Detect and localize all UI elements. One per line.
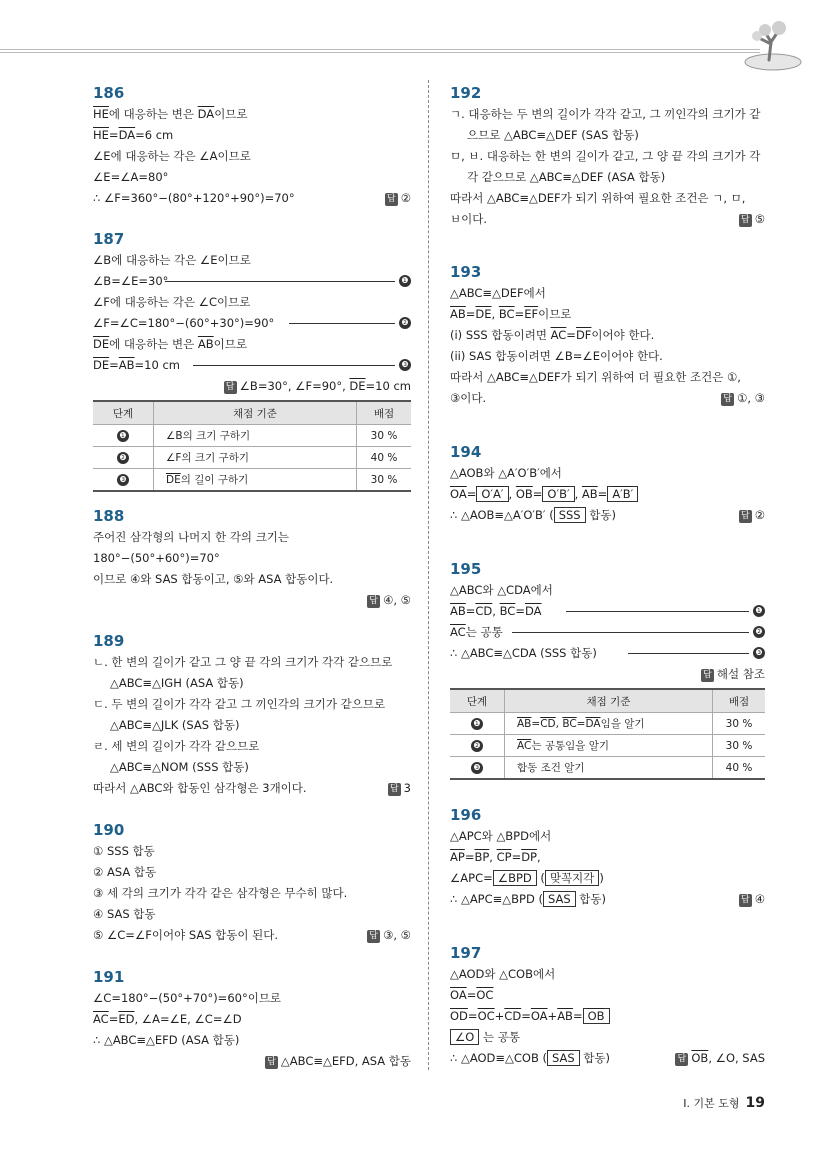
step-marker: ❶: [753, 605, 765, 617]
page-footer: [683, 1095, 765, 1111]
step-marker: ❷: [753, 626, 765, 638]
answer: 답 △ABC≡△EFD, ASA 합동: [93, 1051, 411, 1072]
problem-189: 189 ㄴ. 한 변의 길이가 같고 그 양 끝 각의 크기가 각각 같으므로 △ABC≡△IGH (ASA 합동) ㄷ. 두 변의 길이가 각각 같고 그 끼인각의 크기가 같으므로 △ABC≡△JLK (SAS 합동) ㄹ. 세 변의 길이가 각각 같으므로 △ABC≡△NOM (SSS 합동) 따라서 △ABC와 합동인 삼각형은 3개이다. 답 3: [93, 630, 411, 799]
header-rule-2: [0, 52, 760, 53]
problem-number: 194: [450, 443, 482, 461]
problem-192: 192 ㄱ. 대응하는 두 변의 길이가 각각 같고, 그 끼인각의 크기가 같 으므로 △ABC≡△DEF (SAS 합동) ㅁ, ㅂ. 대응하는 한 변의 길이가 같고, 그 양 끝 각의 크기가 각 각 같으므로 △ABC≡△DEF (ASA 합동) 따라서 △ABC≡△DEF가 되기 위하여 필요한 조건은 ㄱ, ㅁ, ㅂ이다. 답 ⑤: [450, 82, 765, 230]
problem-195: 195 △ABC와 △CDA에서 $\overline{AB}=\overline{CD}$, $\overline{BC}=\overline{DA}$ ❶ $\overline{AC}$는 공통 ❷ ∴ △ABC≡△CDA (SSS 합동) ❸ 답 해설 참조 단계 채점 기준 배점 ❶ $\overline{AB}=\overline{CD}$, $\overline{BC}=\overline{DA}$임을 알기 30 % ❷ $\overline{AC}$는 공통임을 알기 30 % ❸ 합동 조건 알기 40 %: [450, 558, 765, 780]
column-divider: [428, 80, 429, 1070]
problem-number: 189: [93, 632, 125, 650]
problem-number: 195: [450, 560, 482, 578]
problem-188: 188 주어진 삼각형의 나머지 한 각의 크기는 180°−(50°+60°)=70° 이므로 ④와 SAS 합동이고, ⑤와 ASA 합동이다. 답 ④, ⑤: [93, 505, 411, 611]
problem-193: 193 △ABC≡△DEF에서 $\overline{AB}=\overline{DE}$, $\overline{BC}=\overline{EF}$이므로 (i) SSS 합동이려면 $\overline{AC}=\overline{DF}$이어야 한다. (ii) SAS 합동이려면 ∠B=∠E이어야 한다. 따라서 △ABC≡△DEF가 되기 위하여 더 필요한 조건은 ①, ③이다. 답 ①, ③: [450, 261, 765, 409]
chapter-label: Ⅰ. 기본 도형: [683, 1097, 740, 1110]
problem-number: 191: [93, 968, 125, 986]
table-row: ❷ ∠F의 크기 구하기 40 %: [93, 447, 411, 469]
answer: 답 ①, ③: [721, 388, 765, 409]
problem-number: 193: [450, 263, 482, 281]
step-marker: ❷: [399, 317, 411, 329]
answer: 답 ③, ⑤: [367, 925, 411, 946]
problem-number: 188: [93, 507, 125, 525]
scoring-table: 단계 채점 기준 배점 ❶ ∠B의 크기 구하기 30 % ❷ ∠F의 크기 구하기 40 % ❸ $\overline{DE}$의 길이 구하기 30 %: [93, 400, 411, 492]
problem-number: 192: [450, 84, 482, 102]
problem-number: 197: [450, 944, 482, 962]
table-row: ❷ $\overline{AC}$는 공통임을 알기 30 %: [450, 735, 765, 757]
tree-logo-icon: [735, 14, 805, 74]
page-number: 19: [745, 1095, 765, 1111]
answer: 답 $\overline{OB}$, ∠O, SAS: [675, 1048, 765, 1069]
problem-187: 187 ∠B에 대응하는 각은 ∠E이므로 ∠B=∠E=30° ❶ ∠F에 대응하는 각은 ∠C이므로 ∠F=∠C=180°−(60°+30°)=90° ❷ $\overline{DE}$에 대응하는 변은 $\overline{AB}$이므로 $\overline{DE}=\overline{AB}=10$ cm ❸ 답 ∠B=30°, ∠F=90°, $\overline{DE}=10$ cm 단계 채점 기준 배점 ❶ ∠B의 크기 구하기 30 % ❷ ∠F의 크기 구하기 40 % ❸ $\overline{DE}$의 길이 구하기 30 %: [93, 228, 411, 492]
scoring-table: 단계 채점 기준 배점 ❶ $\overline{AB}=\overline{CD}$, $\overline{BC}=\overline{DA}$임을 알기 30 % ❷ $\overline{AC}$는 공통임을 알기 30 % ❸ 합동 조건 알기 40 %: [450, 688, 765, 780]
answer: 답 ∠B=30°, ∠F=90°, $\overline{DE}=10$ cm: [93, 376, 411, 397]
table-row: ❸ $\overline{DE}$의 길이 구하기 30 %: [93, 469, 411, 492]
step-marker: ❶: [399, 275, 411, 287]
table-row: ❸ 합동 조건 알기 40 %: [450, 757, 765, 780]
answer: 답 ④: [739, 889, 765, 910]
problem-number: 196: [450, 806, 482, 824]
problem-194: 194 △AOB와 △A′O′B′에서 $\overline{OA}= O'A'$ , $\overline{OB}= O'B'$ , $\overline{AB}= A'B'$ ∴ △AOB≡△A′O′B′ ( SSS 합동) 답 ②: [450, 441, 765, 526]
problem-186: 186 $\overline{HE}$에 대응하는 변은 $\overline{DA}$이므로 $\overline{HE}=\overline{DA}=6$ cm ∠E에 대응하는 각은 ∠A이므로 ∠E=∠A=80° ∴ ∠F=360°−(80°+120°+90°)=70° 답 ②: [93, 82, 411, 209]
answer: 답 해설 참조: [450, 664, 765, 685]
step-marker: ❸: [399, 359, 411, 371]
header-rule: [0, 49, 760, 50]
problem-190: 190 ① SSS 합동 ② ASA 합동 ③ 세 각의 크기가 각각 같은 삼각형은 무수히 많다. ④ SAS 합동 ⑤ ∠C=∠F이어야 SAS 합동이 된다. 답 ③, ⑤: [93, 819, 411, 946]
answer: 답 3: [388, 778, 411, 799]
answer: 답 ⑤: [739, 209, 765, 230]
problem-number: 186: [93, 84, 125, 102]
problem-197: 197 △AOD와 △COB에서 $\overline{OA}=\overline{OC}$ $\overline{OD}=\overline{OC}+\overline{CD}=\overline{OA}+\overline{AB}= \overline{OB}$ ∠O 는 공통 ∴ △AOD≡△COB ( SAS 합동) 답 $\overline{OB}$, ∠O, SAS: [450, 942, 765, 1069]
answer: 답 ④, ⑤: [93, 590, 411, 611]
step-marker: ❸: [753, 647, 765, 659]
problem-number: 190: [93, 821, 125, 839]
table-row: ❶ $\overline{AB}=\overline{CD}$, $\overline{BC}=\overline{DA}$임을 알기 30 %: [450, 713, 765, 735]
problem-196: 196 △APC와 △BPD에서 $\overline{AP}=\overline{BP}$, $\overline{CP}=\overline{DP}$, ∠APC= ∠BPD ( 맞꼭지각 ) ∴ △APC≡△BPD ( SAS 합동) 답 ④: [450, 804, 765, 910]
problem-number: 187: [93, 230, 125, 248]
answer: 답 ②: [385, 188, 411, 209]
table-row: ❶ ∠B의 크기 구하기 30 %: [93, 425, 411, 447]
problem-191: 191 ∠C=180°−(50°+70°)=60°이므로 $\overline{AC}=\overline{ED}$, ∠A=∠E, ∠C=∠D ∴ △ABC≡△EFD (ASA 합동) 답 △ABC≡△EFD, ASA 합동: [93, 966, 411, 1072]
answer: 답 ②: [739, 505, 765, 526]
